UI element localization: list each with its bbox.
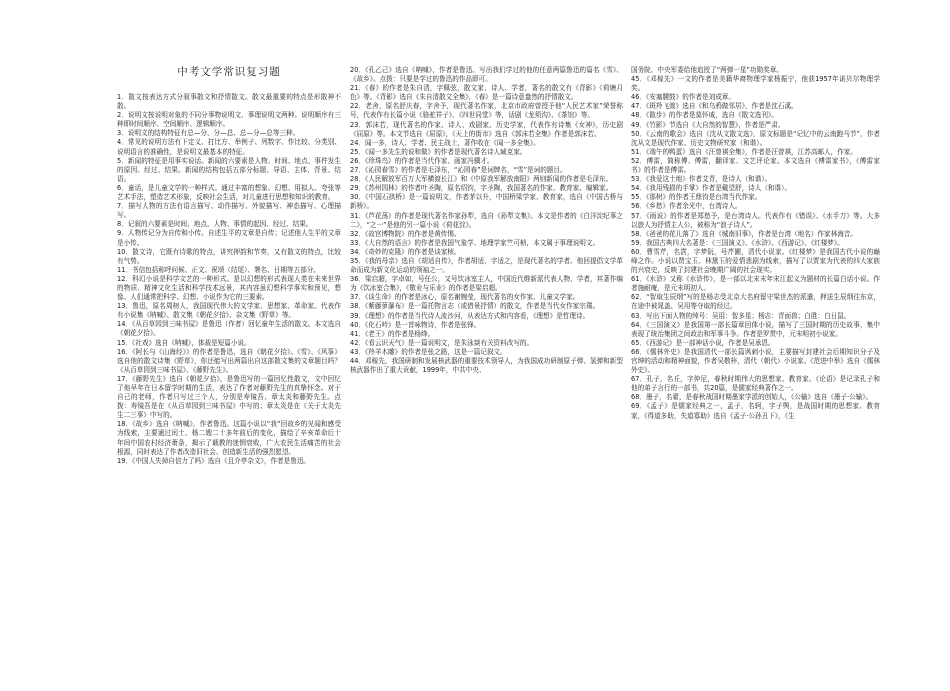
question-paragraph: 11．书信包括称呼问候、正文、祝颂（结尾）、署名、日期等五部分。 xyxy=(117,265,320,274)
question-paragraph: 34．《奇妙的克隆》的作者是谈家桢。 xyxy=(350,247,461,256)
question-paragraph: 54．《我用残损的手掌》作者是戴望舒，诗人（和谐）。 xyxy=(631,184,792,193)
question-paragraph: 37．《谈生命》的作者是冰心，原名谢婉莹，现代著名的女作家、儿童文学家。 xyxy=(350,293,580,302)
question-paragraph: 30．《中国石拱桥》是一篇说明文，作者茅以升，中国桥梁学家、教育家，选自《中国古桥与新桥》。 xyxy=(350,193,623,211)
question-paragraph: 40．《化石吟》是一首咏物诗，作者是张锋。 xyxy=(350,320,481,329)
question-paragraph: 55．《那树》的作者王鼎钧是台湾当代作家。 xyxy=(631,193,762,202)
question-paragraph: 63．写出下面人物的绰号：吴用：智多星；杨志：青面兽；白胜：白日鼠。 xyxy=(631,311,851,320)
question-paragraph: 4．常见的说明方法有下定义、打比方、举例子、列数字、作比较、分类别、说明语言的准确性，是说明文最基本的特征。 xyxy=(117,138,341,156)
question-paragraph: 26．《珍珠鸟》的作者是当代作家、画家冯骥才。 xyxy=(350,156,494,165)
question-paragraph: 28．《人民解放军百万大军横渡长江》和《中原我军解放南阳》两则新闻的作者是毛泽东。 xyxy=(350,175,613,184)
question-paragraph: 15．《社戏》选自《呐喊》，体裁是短篇小说。 xyxy=(117,338,251,347)
question-paragraph: 65．《西游记》是一部神话小说，作者是吴承恩。 xyxy=(631,338,775,347)
question-paragraph: 47．《斑羚飞渡》选自《和乌鸦做邻居》，作者是沈石溪。 xyxy=(631,102,798,111)
question-paragraph: 52．傅雷，简称傅、傅雷，翻译家、文艺评论家。本文选自《傅雷家书》，《傅雷家书》的作者是傅雷。 xyxy=(631,156,880,175)
question-paragraph: 51．《端午的鸭蛋》选自《汪曾祺全集》，作者是汪曾祺，江苏高邮人，作家。 xyxy=(631,147,857,156)
question-paragraph: 45．《邓稼先》一文的作者是美籍华裔物理学家杨振宁，他获1957年诺贝尔物理学奖。 xyxy=(631,75,880,93)
question-paragraph: 9．人物传记分为自传和小传。自述生平的文章是自传；记述他人生平的文章是小传。 xyxy=(117,229,341,247)
question-paragraph: 33．《大自然的语言》的作者是我国气象学、地理学家竺可桢，本文属于事理说明文。 xyxy=(350,238,600,247)
question-paragraph: 3．说明文的结构特征有总—分、分—总、总—分—总等三种。 xyxy=(117,129,300,138)
question-paragraph: 43．《羚羊木雕》的作者是张之路，这是一篇记叙文。 xyxy=(350,347,507,356)
question-paragraph: 49．《竹影》节选自《大自然的智慧》，作者是严肃。 xyxy=(631,120,785,129)
question-paragraph: 22．老舍，原名舒庆春，字舍予，现代著名作家，北京市政府曾授予他“人民艺术家”荣誉称号，代表作有长篇小说《骆驼祥子》、《四世同堂》等，话剧《龙须沟》、《茶馆》等。 xyxy=(350,102,623,120)
question-paragraph: 1．散文按表达方式分叙事散文和抒情散文。散文最重要的特点是形散神不散。 xyxy=(117,93,341,111)
question-paragraph: 18．《故乡》选自《呐喊》，作者鲁迅。这篇小说以“我”回故乡的见闻和感受为线索，主要通过闰土、杨二嫂二十多年前后的变化，描绘了辛亥革命后十年间中国农村经济萧条，揭示了载教的迷惘衰败，广大农民生活痛苦的社会根源，同时表达了作者改造旧社会、创造新生活的强烈愿望。 xyxy=(117,420,341,456)
question-paragraph: 12．科幻小说是科学文艺的一种形式。是以幻想的形式表现人类在未来世界的物质、精神文化生活和科学技术远景，其内容虽幻想科学事实和预见，想像、人们通常把科学、幻想、小说作为它的三要素。 xyxy=(117,274,341,302)
question-paragraph: 48．《散步》的作者是莫怀戚，选自《散文选刊》。 xyxy=(631,111,778,120)
question-paragraph: 5．新闻的特征是用事实说话。新闻的六要素是人物、时间、地点、事件发生的原因、经过、结果。新闻的结构包括五部分标题、导语、主体、背景、结语。 xyxy=(117,156,341,183)
question-paragraph: 32．《故宫博物院》的作者是黄传惕。 xyxy=(350,229,461,238)
question-paragraph: 27．《沁园春雪》的作者是毛泽东，“沁园春”是词牌名，“雪”是词的题目。 xyxy=(350,166,567,175)
question-paragraph: 57．《雨说》的作者是郑愁予，是台湾诗人。代表作有《错误》、《水手刀》等。大多以旅人为抒情主人公，被称为“浪子诗人”。 xyxy=(631,211,880,229)
document-title: 中考文学常识复习题 xyxy=(177,66,281,78)
question-paragraph: 29．《苏州园林》的作者叶圣陶，原名绍钧，字圣陶，我国著名的作家、教育家、编辑家。 xyxy=(350,184,613,193)
question-paragraph: 62．“智取生辰纲”写的是杨志受北京大名府留守梁世杰的派遣，押送生辰纲往东京，在途中被晁盖、吴用等夺取的经过。 xyxy=(631,293,880,311)
column-left xyxy=(117,93,341,466)
question-paragraph: 58．《爸爸的花儿落了》选自《城南旧事》，作者是台湾（地名）作家林海音。 xyxy=(631,229,857,238)
question-paragraph: 6．童话，是儿童文学的一种样式。通过丰富的想象、幻想、用拟人、夸张等艺术手法，塑造艺术形象，反映社会生活，对儿童进行思想和知识的教育。 xyxy=(117,183,341,202)
question-paragraph: 67．孔子，名丘，字仲尼，春秋时期伟大的思想家、教育家。《论语》是记录孔子和他的弟子言行的一部书，共20篇，是儒家经典著作之一。 xyxy=(631,375,880,393)
question-paragraph: 44．邓稼先，我国研制和发展核武器的重要技术领导人，为我国成功研制原子弹、氢弹和新型核武器作出了重大贡献，1999年，中共中央、 xyxy=(350,357,623,375)
question-paragraph: 13．鲁迅，原名周树人，我国现代伟大的文学家、思想家、革命家。代表作有小说集《呐喊》、散文集《朝花夕拾》、杂文集《野草》等。 xyxy=(117,302,341,320)
question-paragraph: 10．散文诗，它既有诗歌的特点，讲究押韵和节奏，又有散文的特点，比较有气势。 xyxy=(117,247,341,265)
question-paragraph: 35．《我的母亲》选自《胡适自传》，作者胡适，字适之，是现代著名的学者。他回提倡文学革命而成为新文化运动的领袖之一。 xyxy=(350,256,623,275)
question-paragraph: 42．《看云识天气》是一篇说明文，是朱泳燚有关资料改写的。 xyxy=(350,338,534,347)
column-middle xyxy=(350,66,623,375)
question-paragraph: 60．曹雪芹，名霑，字梦阮，号芹圃，清代小说家。《红楼梦》是我国古代小说的巅峰之作。小说以贾宝玉、林黛玉的爱情悲剧为线索，描写了以贾家为代表的四大家族的兴衰史，反映了封建社会晚期广阔的社会现实。 xyxy=(631,247,880,275)
question-paragraph: 46．《安塞腰鼓》的作者是刘成章。 xyxy=(631,93,735,102)
question-paragraph: 25．《闻一多先生的说和做》的作者是现代著名诗人臧克家。 xyxy=(350,147,527,156)
question-paragraph: 38．《紫藤萝瀑布》是一篇托物言志（或借景抒情）的散文，作者是当代女作家宗璞。 xyxy=(350,302,600,311)
question-paragraph: 69．《孟子》是儒家经典之一，孟子，名轲，字子舆，是战国时期的思想家、教育家，《得道多助，失道寡助》选自《孟子·公孙丑下》，《生 xyxy=(631,402,880,420)
question-paragraph: 41．《老王》的作者是杨绛。 xyxy=(350,329,435,338)
question-paragraph: 21．《春》的作者是朱自清，字佩弦，散文家、诗人、学者，著名的散文有《背影》《荷塘月色》等。《背影》选自《朱自清散文全集》，《春》是一篇诗意盎然的抒情散文。 xyxy=(350,84,623,102)
question-paragraph: 56．《乡愁》作者余光中，台湾诗人。 xyxy=(631,202,742,211)
question-paragraph: 2．说明文按说明对象的不同分事物说明文、事理说明文两种。说明顺序有三种即时间顺序、空间顺序、逻辑顺序。 xyxy=(117,111,341,129)
question-paragraph: 53．《我爱这土地》作者艾青，是诗人（和谐）。 xyxy=(631,175,772,184)
question-paragraph: 39．《理想》的作者是当代诗人流沙河，从表达方式和内容看，《理想》是哲理诗。 xyxy=(350,311,590,320)
question-paragraph: 17．《藤野先生》选自《朝花夕拾》，是鲁迅写的一篇回忆性散文，文中回忆了他早年在日本留学时期的生活，表达了作者对藤野先生的真挚怀念。对于自己的老师，作者只写过三个人，分别是寿镜吾、章太炎和藤野先生。点拨：寿镜吾是在《从百草园到三味书屋》中写的；章太炎是在《关于太炎先生二三事》中写的。 xyxy=(117,374,341,420)
question-paragraph: 31．《芦花荡》的作者是现代著名作家孙犁，选自《孙犁文集》。本文是作者的《白洋淀纪事之二》，“之一”是他的另一篇小说《荷花淀》。 xyxy=(350,211,623,229)
question-paragraph: 66．《儒林外史》是我国清代一部长篇讽刺小说，主要描写封建社会后期知识分子及官绅的活动和精神面貌，作者吴敬梓，清代（朝代）小说家。《范进中举》选自《儒林外史》。 xyxy=(631,347,880,375)
question-paragraph: 64．《三国演义》是我国第一部长篇章回体小说，描写了三国时期的历史故事，集中表现了统治集团之间政治和军事斗争。作者是罗贯中，元末明初小说家。 xyxy=(631,320,880,338)
question-paragraph: 14．《从百草园到三味书屋》是鲁迅（作者）回忆童年生活的散文。本文选自《朝花夕拾》。 xyxy=(117,320,341,338)
question-paragraph: 7．描写人物的方法有语言描写、动作描写、外貌描写、神态描写、心理描写。 xyxy=(117,202,341,220)
question-paragraph: 50．《云南的歌会》选自《沈从文散文选》，原文标题是“记忆中的云南跑马节”，作者沈从文是现代作家、历史文物研究家（和谐）。 xyxy=(631,129,880,147)
column-right xyxy=(631,66,880,421)
question-paragraph: 20．《孔乙己》选自《呐喊》，作者是鲁迅。写出我们学过的他的任意两篇鲁迅的篇名《雪》、《故乡》。点拨：只要是学过的鲁迅的作品即可。 xyxy=(350,66,623,84)
question-paragraph: 国务院、中央军委给他追授了“两弹一星”功勋奖章。 xyxy=(631,66,783,74)
question-paragraph: 19．《中国人失掉自信力了吗》选自《且介亭杂文》，作者是鲁迅。 xyxy=(117,456,311,465)
question-paragraph: 24．闻一多，诗人、学者、民主战士，著作收在《闻一多全集》。 xyxy=(350,138,540,147)
question-paragraph: 16．《阿长与《山海经》》的作者是鲁迅，选自《朝花夕拾》。《雪》、《风筝》选自他的散文诗集《野草》，你还能写出两篇出自这部散文集的文章题目吗？《从百草园到三味书屋》、《藤野先生》。 xyxy=(117,347,341,374)
question-paragraph: 23．郭沫若，现代著名的作家、诗人、戏剧家、历史学家，代表作有诗集《女神》，历史剧《屈原》等。本文节选自《屈原》，《天上的街市》选自《郭沫若全集》作者是郭沫若。 xyxy=(350,120,623,138)
question-paragraph: 68．墨子，名翟，是春秋战国时期墨家学派的创始人，《公输》选自《墨子·公输》。 xyxy=(631,393,873,402)
question-paragraph: 8．记叙的六要素是时间、地点、人物、事情的起因、经过、结果。 xyxy=(117,220,313,229)
question-paragraph: 61．《水浒》又称《水浒传》，是一部以北宋末年宋江起义为题材的长篇白话小说。作者施耐庵，是元末明初人。 xyxy=(631,275,880,293)
question-paragraph: 36．梁启超，字卓如，号任公，又号饮冰室主人，中国近代维新派代表人物、学者，其著作编为《饮冰室合集》，《敬业与乐业》的作者是梁启超。 xyxy=(350,275,623,293)
question-paragraph: 59．我国古典四大名著是：《三国演义》、《水浒》、《西游记》、《红楼梦》。 xyxy=(631,238,844,247)
